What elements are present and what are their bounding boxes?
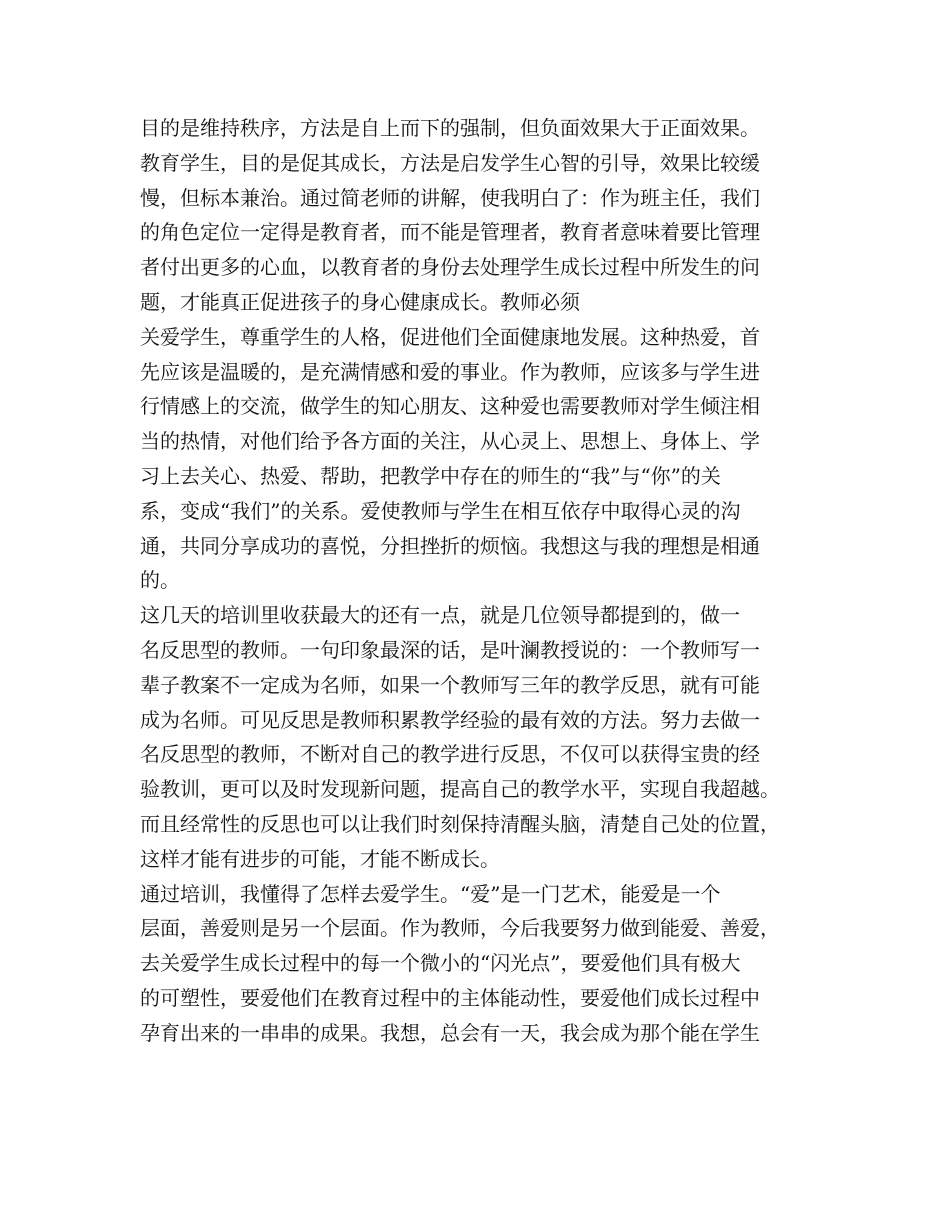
text-line: 层面，善爱则是另一个层面。作为教师，今后我要努力做到能爱、善爱， xyxy=(140,916,780,941)
text-line: 行情感上的交流，做学生的知心朋友、这种爱也需要教师对学生倾注相 xyxy=(140,394,760,419)
text-line: 孕育出来的一串串的成果。我想，总会有一天，我会成为那个能在学生 xyxy=(140,1020,760,1045)
text-line: 这样才能有进步的可能，才能不断成长。 xyxy=(140,846,500,871)
text-line: 目的是维持秩序，方法是自上而下的强制，但负面效果大于正面效果。 xyxy=(140,116,760,140)
text-line: 去关爱学生成长过程中的每一个微小的“闪光点”，要爱他们具有极大 xyxy=(140,951,741,976)
text-line: 系，变成“我们”的关系。爱使教师与学生在相互依存中取得心灵的沟 xyxy=(140,498,741,523)
text-line: 成为名师。可见反思是教师积累教学经验的最有效的方法。努力去做一 xyxy=(140,707,760,732)
text-line: 习上去关心、热爱、帮助，把教学中存在的师生的“我”与“你”的关 xyxy=(140,463,721,488)
text-line: 关爱学生，尊重学生的人格，促进他们全面健康地发展。这种热爱，首 xyxy=(140,324,760,349)
text-line: 当的热情，对他们给予各方面的关注，从心灵上、思想上、身体上、学 xyxy=(140,429,760,454)
text-line: 教育学生，目的是促其成长，方法是启发学生心智的引导，效果比较缓 xyxy=(140,150,760,175)
text-line: 通，共同分享成功的喜悦，分担挫折的烦恼。我想这与我的理想是相通 xyxy=(140,533,760,558)
text-line: 通过培训，我懂得了怎样去爱学生。“爱”是一门艺术，能爱是一个 xyxy=(140,881,721,906)
text-line: 题，才能真正促进孩子的身心健康成长。教师必须 xyxy=(140,289,580,314)
text-line: 名反思型的教师。一句印象最深的话，是叶澜教授说的：一个教师写一 xyxy=(140,637,760,662)
body-text xyxy=(140,111,830,1051)
text-line: 慢，但标本兼治。通过简老师的讲解，使我明白了：作为班主任，我们 xyxy=(140,185,760,210)
text-line: 的可塑性，要爱他们在教育过程中的主体能动性，要爱他们成长过程中 xyxy=(140,985,760,1010)
text-line: 者付出更多的心血，以教育者的身份去处理学生成长过程中所发生的问 xyxy=(140,255,760,280)
text-line: 而且经常性的反思也可以让我们时刻保持清醒头脑，清楚自己处的位置， xyxy=(140,811,780,836)
text-line: 的角色定位一定得是教育者，而不能是管理者，教育者意味着要比管理 xyxy=(140,220,760,245)
text-line: 的。 xyxy=(140,568,180,593)
text-line: 这几天的培训里收获最大的还有一点，就是几位领导都提到的，做一 xyxy=(140,603,740,628)
text-line: 名反思型的教师，不断对自己的教学进行反思，不仅可以获得宝贵的经 xyxy=(140,742,760,767)
text-line: 先应该是温暖的，是充满情感和爱的事业。作为教师，应该多与学生进 xyxy=(140,359,760,384)
text-line: 验教训，更可以及时发现新问题，提高自己的教学水平，实现自我超越。 xyxy=(140,777,780,802)
text-line: 辈子教案不一定成为名师，如果一个教师写三年的教学反思，就有可能 xyxy=(140,672,760,697)
